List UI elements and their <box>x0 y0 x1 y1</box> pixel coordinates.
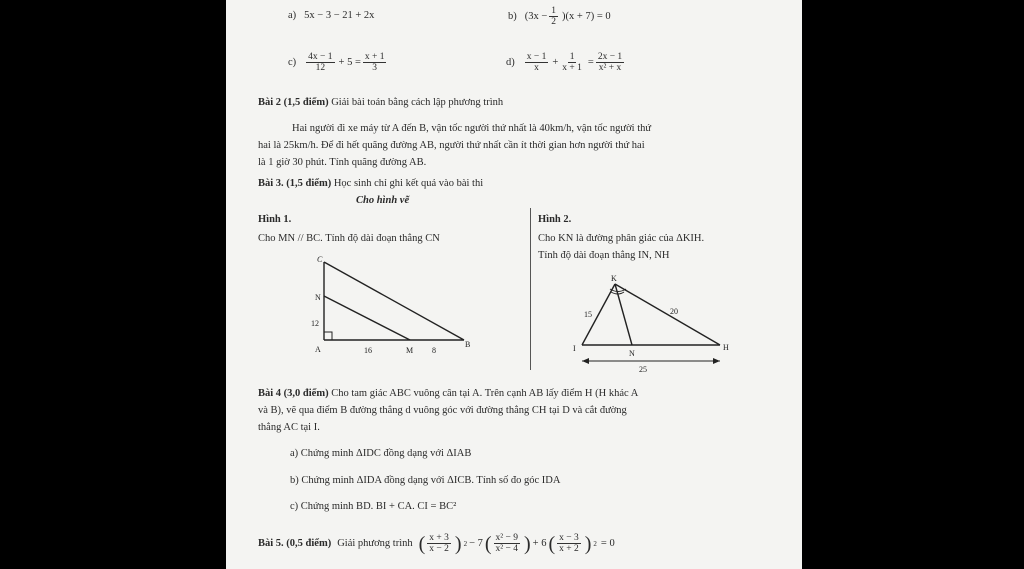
denominator: x + 2 <box>559 544 579 554</box>
bai2-intro: Giải bài toán bằng cách lập phương trình <box>331 97 504 108</box>
label-N: N <box>315 293 321 302</box>
bai5-equation <box>258 533 617 554</box>
denominator: 3 <box>372 63 378 73</box>
bai5-fraction-1 <box>427 533 453 554</box>
label-K: K <box>611 274 617 283</box>
numerator: x − 3 <box>559 533 579 543</box>
bai4-line-1: Cho tam giác ABC vuông cân tại A. Trên cạnh AB lấy điểm H (H khác A <box>331 388 639 399</box>
bai4-line-2: và B), vẽ qua điểm B đường thẳng d vuông góc với đường thẳng CH tại D và cắt đường <box>258 405 627 416</box>
label-KI-length: 15 <box>584 310 592 319</box>
bai4-part-b: b) Chứng minh ΔIDA đồng dạng với ΔICB. Tính số đo góc IDA <box>290 475 561 486</box>
bai4-heading <box>258 387 638 400</box>
bai4-part-c: c) Chứng minh BD. BI + CA. CI = BC² <box>290 501 457 512</box>
label-I: I <box>573 344 576 353</box>
bai2-title: Bài 2 (1,5 điểm) <box>258 97 329 108</box>
numerator: 2x − 1 <box>597 52 623 62</box>
label-AN-length: 12 <box>311 319 319 328</box>
paren-close: ) <box>584 532 592 555</box>
arrow-right-icon <box>713 358 720 364</box>
bai5-rhs: = 0 <box>600 538 615 549</box>
label-H: H <box>723 343 729 352</box>
denominator: x <box>534 63 539 73</box>
bai5-operator-1: − 7 <box>469 538 483 549</box>
denominator: 12 <box>315 63 326 73</box>
bai4-title: Bài 4 (3,0 điểm) <box>258 388 329 399</box>
bai3-title: Bài 3. (1,5 điểm) <box>258 178 332 189</box>
arrow-left-icon <box>582 358 589 364</box>
label-KH-length: 20 <box>670 307 678 316</box>
numerator: x − 1 <box>526 52 547 62</box>
bai1-d-plus: + <box>552 57 559 68</box>
bai5-fraction-3 <box>557 533 583 554</box>
bai4-line-3: thẳng AC tại I. <box>258 422 320 433</box>
label-M: M <box>406 346 414 355</box>
label-AM-length: 16 <box>364 346 372 355</box>
hinh1-title: Hình 1. <box>258 214 292 225</box>
bai3-subtitle: Cho hình vẽ <box>356 195 410 206</box>
denominator: x² − 4 <box>495 544 518 554</box>
label-C: C <box>317 255 323 264</box>
denominator: 2 <box>551 17 557 27</box>
numerator: 4x − 1 <box>308 52 333 62</box>
bai5-title: Bài 5. (0,5 điểm) <box>258 538 332 549</box>
segment-KH <box>615 284 720 345</box>
paren-close: ) <box>524 532 531 555</box>
label-A: A <box>315 345 321 354</box>
paren-close: ) <box>454 532 462 555</box>
bai5-intro: Giải phương trình <box>337 538 413 549</box>
bai4-part-a: a) Chứng minh ΔIDC đồng dạng với ΔIAB <box>290 448 472 459</box>
hinh2-title: Hình 2. <box>538 214 572 225</box>
label-N: N <box>629 349 635 358</box>
numerator: 1 <box>551 6 557 16</box>
numerator: x² − 9 <box>495 533 518 543</box>
bai1-b-close: )(x + 7) = 0 <box>562 11 611 22</box>
bai1-a-equation: 5x − 3 − 21 + 2x <box>304 10 375 21</box>
numerator: x + 3 <box>429 533 449 543</box>
bai1-b-open: (3x − <box>524 11 548 22</box>
bai1-d-equals: = <box>587 57 594 68</box>
bai5-fraction-2 <box>494 533 522 554</box>
bai3-intro: Học sinh chỉ ghi kết quả vào bài thi <box>333 178 484 189</box>
label-B: B <box>465 340 471 349</box>
exam-sheet <box>226 0 802 569</box>
bai1-c-label: c) <box>288 57 297 68</box>
numerator: x + 1 <box>364 52 385 62</box>
label-MB-length: 8 <box>432 346 436 355</box>
hinh2-line-1: Cho KN là đường phân giác của ΔKIH. <box>538 233 705 244</box>
denominator: x + 1 <box>562 63 582 73</box>
hinh2-line-2: Tính độ dài đoạn thẳng IN, NH <box>538 250 670 261</box>
paren-open: ( <box>484 532 492 555</box>
bai1-c-middle: + 5 = <box>338 57 361 68</box>
paren-open: ( <box>548 532 556 555</box>
paren-open: ( <box>418 532 426 555</box>
bai2-line-2: hai là 25km/h. Để đi hết quãng đường AB, người thứ nhất cần ít thời gian hơn người thứ hai <box>258 140 645 151</box>
bai1-b-label: b) <box>508 11 517 22</box>
bai1-a-label: a) <box>288 10 297 21</box>
label-IH-length: 25 <box>639 365 647 374</box>
exponent: 2 <box>463 539 468 548</box>
bai2-line-1: Hai người đi xe máy từ A đến B, vận tốc người thứ nhất là 40km/h, vận tốc người thứ <box>292 123 652 134</box>
denominator: x − 2 <box>429 544 449 554</box>
hinh1-text: Cho MN // BC. Tính độ dài đoạn thẳng CN <box>258 233 440 244</box>
denominator: x² + x <box>598 63 622 73</box>
numerator: 1 <box>569 52 575 62</box>
bai1-d-label: d) <box>506 57 515 68</box>
bai5-operator-2: + 6 <box>532 538 547 549</box>
bai2-line-3: là 1 giờ 30 phút. Tính quãng đường AB. <box>258 157 427 168</box>
exponent: 2 <box>593 539 597 548</box>
